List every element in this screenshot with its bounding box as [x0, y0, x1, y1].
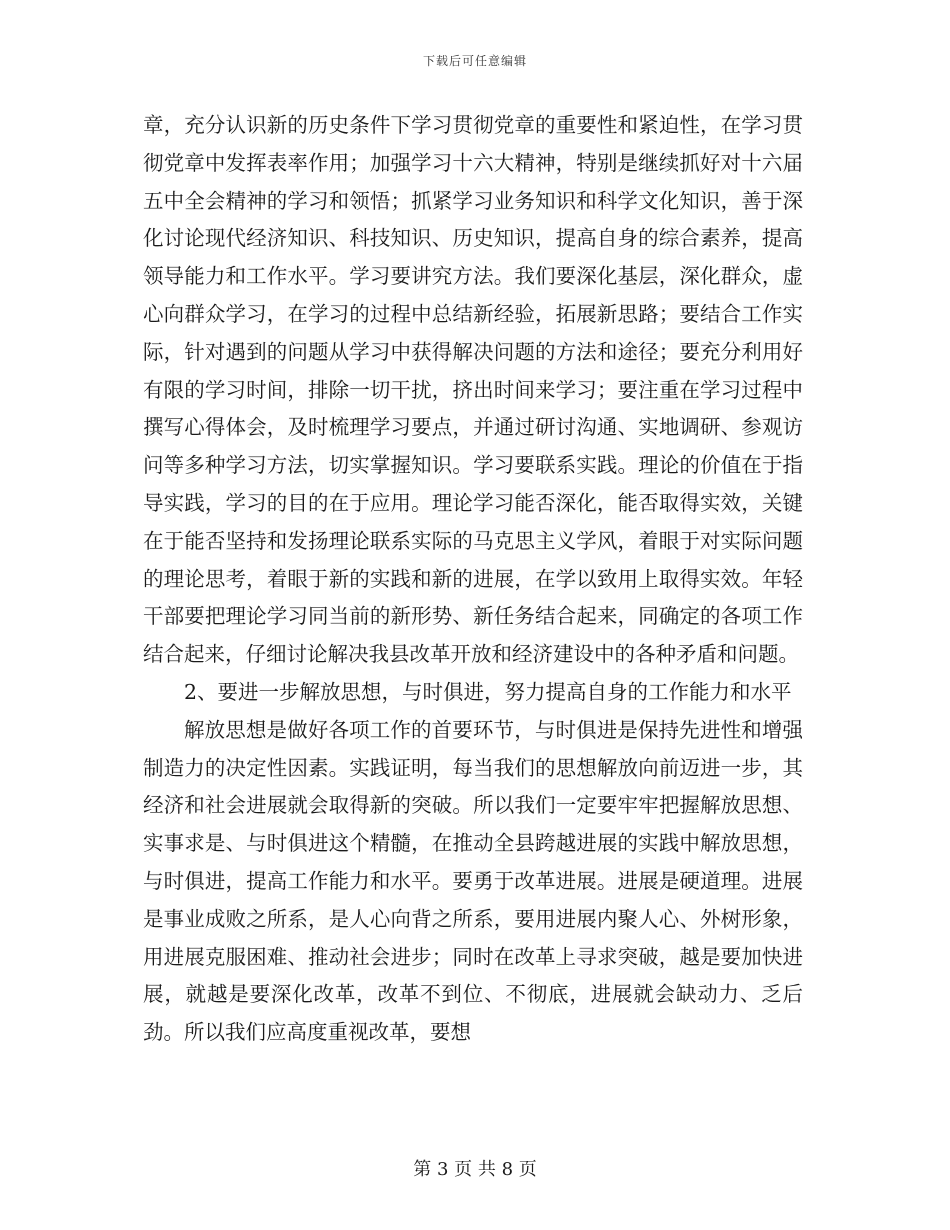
document-body [143, 107, 803, 1052]
paragraph: 解放思想是做好各项工作的首要环节，与时俱进是保持先进性和增强制造力的决定性因素。实践证明，每当我们的思想解放向前迈进一步，其经济和社会进展就会取得新的突破。所以我们一定要牢牢把握解放思想、实事求是、与时俱进这个精髓，在推动全县跨越进展的实践中解放思想，与时俱进，提高工作能力和水平。要勇于改革进展。进展是硬道理。进展是事业成败之所系，是人心向背之所系，要用进展内聚人心、外树形象，用进展克服困难、推动社会进步；同时在改革上寻求突破，越是要加快进展，就越是要深化改革，改革不到位、不彻底，进展就会缺动力、乏后劲。所以我们应高度重视改革，要想 [143, 717, 803, 1045]
page-header: 下载后可任意编辑 [422, 54, 527, 68]
footer-prefix: 第 [413, 1159, 432, 1180]
section-heading: 2、要进一步解放思想，与时俱进，努力提高自身的工作能力和水平 [184, 679, 792, 704]
footer-suffix: 页 [518, 1159, 537, 1180]
paragraph-continued: 章，充分认识新的历史条件下学习贯彻党章的重要性和紧迫性，在学习贯彻党章中发挥表率作用；加强学习十六大精神，特别是继续抓好对十六届五中全会精神的学习和领悟；抓紧学习业务知识和科学文化知识，善于深化讨论现代经济知识、科技知识、历史知识，提高自身的综合素养，提高领导能力和工作水平。学习要讲究方法。我们要深化基层，深化群众，虚心向群众学习，在学习的过程中总结新经验，拓展新思路；要结合工作实际，针对遇到的问题从学习中获得解决问题的方法和途径；要充分利用好有限的学习时间，排除一切干扰，挤出时间来学习；要注重在学习过程中撰写心得体会，及时梳理学习要点，并通过研讨沟通、实地调研、参观访问等多种学习方法，切实掌握知识。学习要联系实践。理论的价值在于指导实践，学习的目的在于应用。理论学习能否深化，能否取得实效，关键在于能否坚持和发扬理论联系实际的马克思主义学风，着眼于对实际问题的理论思考，着眼于新的实践和新的进展，在学以致用上取得实效。年轻干部要把理论学习同当前的新形势、新任务结合起来，同确定的各项工作结合起来，仔细讨论解决我县改革开放和经济建设中的各种矛盾和问题。 [143, 113, 803, 667]
footer-middle: 页 共 [454, 1159, 496, 1180]
page-footer [0, 1155, 950, 1181]
footer-current-page: 3 [436, 1159, 449, 1180]
footer-total-pages: 8 [501, 1159, 514, 1180]
